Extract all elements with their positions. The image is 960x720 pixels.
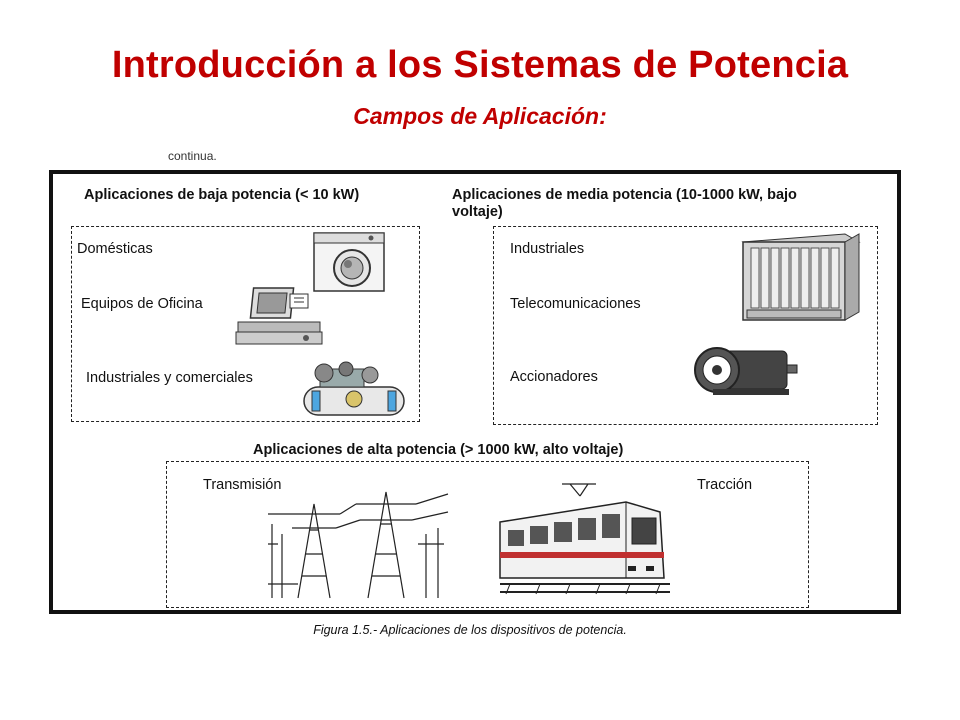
computer-icon	[236, 284, 326, 346]
medium-power-heading: Aplicaciones de media potencia (10-1000 kW, bajo	[452, 187, 797, 203]
low-item-oficina: Equipos de Oficina	[81, 296, 203, 312]
compressor-icon	[290, 361, 410, 419]
high-item-transmision: Transmisión	[203, 477, 282, 493]
low-power-heading: Aplicaciones de baja potencia (< 10 kW)	[84, 187, 360, 203]
washing-machine-icon	[313, 232, 385, 292]
medium-item-accionadores: Accionadores	[510, 369, 598, 385]
medium-item-industriales: Industriales	[510, 241, 585, 257]
cutoff-text: continua.	[168, 150, 217, 160]
slide-title: Introducción a los Sistemas de Potencia	[111, 44, 849, 86]
motor-icon	[693, 345, 797, 397]
low-item-industriales: Industriales y comerciales	[86, 370, 253, 386]
medium-item-telecom: Telecomunicaciones	[510, 296, 641, 312]
low-item-domesticas: Domésticas	[77, 241, 153, 257]
server-rack-icon	[743, 234, 859, 322]
medium-power-heading-cont: voltaje)	[452, 204, 503, 220]
train-icon	[500, 482, 670, 600]
figure-caption: Figura 1.5.- Aplicaciones de los dispositivos de potencia.	[313, 623, 627, 637]
transmission-towers-icon	[268, 484, 448, 600]
slide-subtitle: Campos de Aplicación:	[353, 103, 607, 129]
high-item-traccion: Tracción	[697, 477, 753, 493]
high-power-heading: Aplicaciones de alta potencia (> 1000 kW, alto voltaje)	[253, 442, 624, 458]
